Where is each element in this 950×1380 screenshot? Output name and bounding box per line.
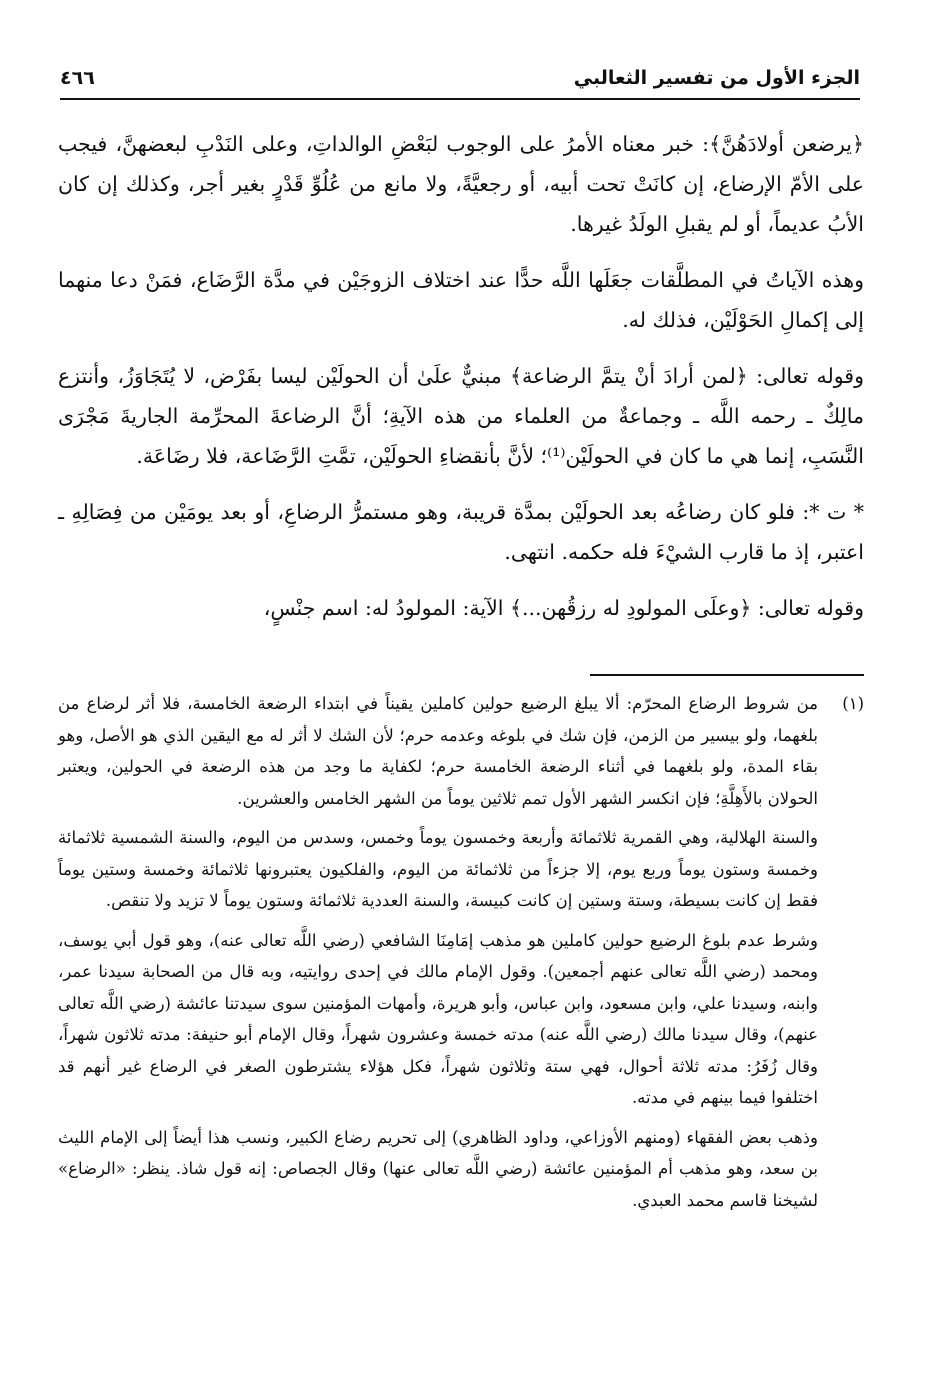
running-header [60,60,860,96]
footnote-marker: (١) [842,694,864,713]
paragraph: ﴿يرضعن أولادَهُنَّ﴾: خبر معناه الأمرُ على الوجوب لبَعْضِ الوالداتِ، وعلى النَدْبِ لبعضهنَّ، فيجب على الأمّ الإرضاع، إن كانَتْ تحت أبيه، أو رجعيَّةً، ولا مانع من عُلُوِّ قَدْرٍ بغير أجر، وكذلك إن كان الأبُ عديماً، أو لم يقبلِ الولَدُ غيرها. [58,132,864,236]
footnote-rule [590,674,864,676]
footnotes [58,688,864,1224]
paragraph: وقوله تعالى: ﴿وعلَى المولودِ له رزقُهن...﴾ الآية: المولودُ له: اسم جنْسٍ، [263,596,864,620]
footnote-body [58,688,818,1224]
main-text [58,124,864,644]
paragraph: * ت *: فلو كان رضاعُه بعد الحولَيْن بمدَّة قريبة، وهو مستمرُّ الرضاعِ، أو بعد يومَيْن من فِصَالِهِ ـ اعتبر، إذ ما قارب الشيْءَ فله حكمه. انتهى. [58,500,864,564]
footnote-paragraph: والسنة الهلالية، وهي القمرية ثلاثمائة وأربعة وخمسون يوماً وخمس، وسدس من اليوم، والسنة الشمسية ثلاثمائة وخمسة وستون يوماً وربع يوم، إلا جزءاً من ثلاثمائة من اليوم، والفلكيون يعتبرونها ثلاثمائة وخمسة وستين يوماً فقط إن كانت بسيطة، وستة وستين إن كانت كبيسة، والسنة العددية ثلاثمائة وستون يوماً لا تزيد ولا تنقص. [58,828,818,910]
header-rule [60,98,860,100]
paragraph: وهذه الآياتُ في المطلَّقات جعَلَها اللَّه حدًّا عند اختلاف الزوجَيْن في مدَّة الرَّضَاع، فمَنْ دعا منهما إلى إكمالِ الحَوْلَيْن، فذلك له. [58,268,864,332]
footnote-paragraph: من شروط الرضاع المحرّم: ألا يبلغ الرضيع حولين كاملين يقيناً في ابتداء الرضعة الخامسة، فلا أثر لرضاع من بلغهما، ولو بيسير من الزمن، فإن شك في بلوغه وعدمه حرم؛ لأن الشك لا أثر له مع اليقين الذي هو الأصل، وهو بقاء المدة، ولو بلغهما في أثناء الرضعة الخامسة حرم؛ لكفاية ما وجد من هذه الرضعة في الحولين، ويعتبر الحولان بالأَهِلَّةِ؛ فإن انكسر الشهر الأول تمم ثلاثين يوماً من الشهر الخامس والعشرين. [58,694,818,808]
running-title: الجزء الأول من تفسير الثعالبي [573,67,860,89]
footnote [58,688,864,1224]
page-number: ٤٦٦ [60,67,95,89]
paragraph: وقوله تعالى: ﴿لمن أرادَ أنْ يتمَّ الرضاعة﴾ مبنيٌّ علَىٰ أن الحولَيْن ليسا بفَرْض، لا يُتَجَاوَزُ، وأنتزع مالِكٌ ـ رحمه اللَّه ـ وجماعةٌ من العلماء من هذه الآيةِ؛ أنَّ الرضاعةَ المحرِّمة الجاريةَ مَجْرَى النَّسَبِ، إنما هي ما كان في الحولَيْن⁽¹⁾؛ لأنَّ بأنقضاءِ الحولَيْن، تمَّتِ الرَّضَاعة، فلا رضَاعَة. [58,364,864,468]
footnote-paragraph: وشرط عدم بلوغ الرضيع حولين كاملين هو مذهب إمَامِنَا الشافعي (رضي اللَّه تعالى عنه)، وهو قول أبي يوسف، ومحمد (رضي اللَّه تعالى عنهم أجمعين). وقول الإمام مالك في إحدى روايتيه، وبه قال من الصحابة سيدنا عمر، وابنه، وسيدنا علي، وابن مسعود، وابن عباس، وأبو هريرة، وأمهات المؤمنين سوى سيدتنا عائشة (رضي اللَّه تعالى عنهم)، وقال سيدنا مالك (رضي اللَّه عنه) مدته خمسة وعشرون شهراً، وقال الإمام أبو حنيفة: مدته ثلاثون شهراً، وقال زُفَرُ: مدته ثلاثة أحوال، فهي ستة وثلاثون شهراً، فكل هؤلاء يشترطون الصغر في الرضاع غير أنهم قد اختلفوا فيما بينهم في مدته. [58,930,818,1107]
footnote-paragraph: وذهب بعض الفقهاء (ومنهم الأوزاعي، وداود الظاهري) إلى تحريم رضاع الكبير، ونسب هذا أيضاً إلى الإمام الليث بن سعد، وهو مذهب أم المؤمنين عائشة (رضي اللَّه تعالى عنها) وقال الجصاص: إنه قول شاذ. ينظر: «الرضاع» لشيخنا قاسم محمد العبدي. [58,1127,818,1210]
